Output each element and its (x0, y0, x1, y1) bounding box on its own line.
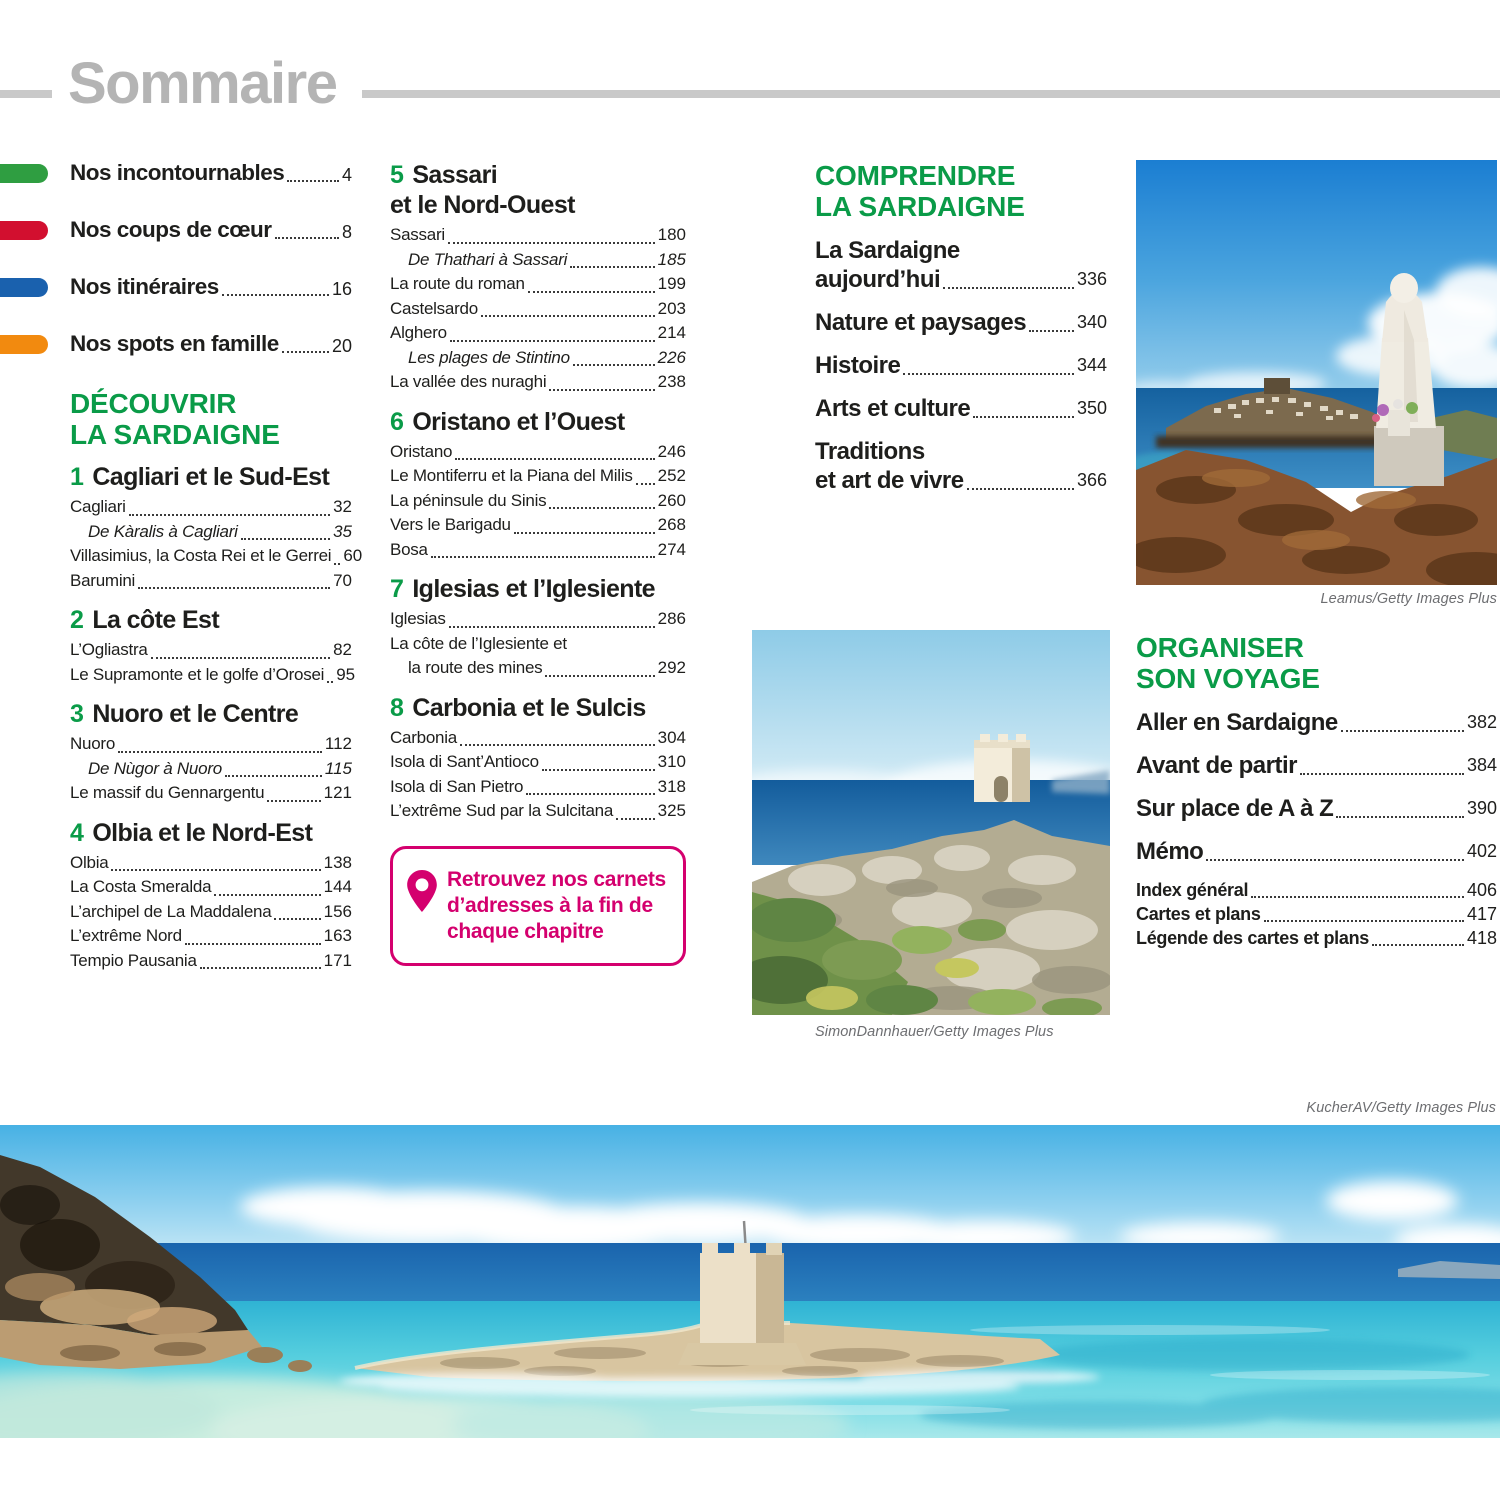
entry-label: Aller en Sardaigne (1136, 709, 1338, 736)
entry-label: Bosa (390, 539, 428, 559)
dot-leader (222, 294, 329, 296)
dot-leader (542, 769, 655, 771)
page-number: 406 (1466, 880, 1497, 900)
page-number: 163 (323, 926, 352, 945)
dot-leader (1206, 859, 1464, 861)
dot-leader (275, 237, 339, 239)
dot-leader (526, 793, 654, 795)
page-number: 336 (1076, 269, 1107, 289)
page-number: 350 (1076, 398, 1107, 418)
dot-leader (267, 800, 320, 802)
chapter-title-1 (70, 462, 352, 492)
entry-label: De Thathari à Sassari (408, 249, 568, 269)
callout-text: Retrouvez nos carnets d’adresses à la fin de chaque chapitre (447, 867, 666, 943)
chapter-number: 2 (70, 606, 84, 634)
toc-entry (390, 321, 686, 346)
toc-entry-small (1136, 926, 1497, 950)
entry-label: La péninsule du Sinis (390, 490, 547, 510)
toc-entry (390, 513, 686, 538)
orange-bar-icon (0, 335, 48, 354)
toc-entry (390, 489, 686, 514)
index-group (1136, 878, 1497, 950)
toc-entry-line1: La Sardaigne (815, 237, 960, 264)
photo-castelsardo-illustration (1136, 160, 1497, 585)
toc-entry (70, 495, 352, 520)
page-number: 417 (1466, 904, 1497, 924)
dot-leader (1341, 730, 1464, 732)
entry-label: Histoire (815, 352, 901, 379)
toc-entry (70, 924, 352, 949)
dot-leader (1029, 330, 1074, 332)
page-number: 382 (1466, 712, 1497, 732)
toc-entry-bold (815, 466, 1107, 495)
page-number: 112 (324, 734, 352, 753)
chapter-title-4 (70, 818, 352, 848)
chapter-number: 4 (70, 818, 84, 847)
quick-link-coups-de-coeur (70, 217, 352, 243)
toc-entry (390, 464, 686, 489)
dot-leader (528, 291, 655, 293)
chapter-number: 8 (390, 693, 404, 722)
entry-label: Mémo (1136, 838, 1204, 865)
dot-leader (570, 266, 654, 268)
dot-leader (225, 775, 322, 777)
entry-label: Castelsardo (390, 298, 478, 318)
dot-leader (573, 364, 655, 366)
page-number: 95 (336, 664, 356, 684)
page-number: 402 (1466, 841, 1497, 861)
page-number: 8 (341, 222, 352, 242)
heading-line: ORGANISER (1136, 632, 1304, 663)
chapter-title-3 (70, 699, 352, 729)
toc-entry (70, 875, 352, 900)
dot-leader (334, 563, 340, 565)
toc-entry-bold (815, 308, 1107, 337)
page-number: 260 (657, 490, 686, 510)
entry-label: la route des mines (408, 658, 543, 677)
toc-entry-italic (70, 520, 352, 545)
page-number: 16 (331, 279, 352, 299)
dot-leader (151, 657, 331, 659)
dot-leader (1251, 896, 1464, 898)
toc-entry (390, 297, 686, 322)
entry-label: et art de vivre (815, 467, 964, 494)
page-number: 203 (657, 298, 686, 318)
toc-entry (390, 726, 686, 751)
photo-la-pelosa-illustration (0, 1125, 1500, 1438)
page-number: 268 (657, 515, 686, 534)
dot-leader (200, 967, 321, 969)
dot-leader (514, 532, 655, 534)
entry-label: La Costa Smeralda (70, 877, 212, 896)
dot-leader (455, 458, 654, 460)
blue-bar-icon (0, 278, 48, 297)
entry-label: Le massif du Gennargentu (70, 783, 265, 802)
chapter-number: 1 (70, 463, 84, 491)
toc-entry-small (1136, 902, 1497, 926)
chapter-title-text: Cagliari et le Sud-Est (92, 463, 330, 491)
page-number: 274 (657, 539, 686, 559)
toc-entry-bold (815, 394, 1107, 423)
page-number: 180 (657, 225, 686, 244)
quick-link-label: Nos itinéraires (70, 274, 219, 299)
quick-link-label: Nos coups de cœur (70, 217, 272, 242)
chapter-number: 6 (390, 407, 404, 436)
dot-leader (549, 389, 654, 391)
page-number: 70 (333, 570, 352, 590)
toc-entry (70, 732, 352, 757)
entry-label: Nuoro (70, 734, 116, 753)
entry-label: L’extrême Nord (70, 926, 182, 945)
entry-label: Arts et culture (815, 395, 971, 422)
toc-entry (390, 607, 686, 632)
photo-credit-simondannhauer: SimonDannhauer/Getty Images Plus (815, 1024, 1054, 1040)
chapter-title-5 (390, 160, 686, 220)
toc-entry (390, 440, 686, 465)
entry-label: L’Ogliastra (70, 640, 148, 659)
entry-label: aujourd’hui (815, 266, 941, 293)
page-number: 32 (333, 497, 352, 516)
dot-leader (1300, 773, 1464, 775)
page-number: 121 (323, 783, 352, 802)
page-number: 144 (323, 877, 352, 896)
page-number: 199 (657, 274, 686, 293)
chapter-title-2 (70, 605, 352, 635)
photo-la-pelosa-panorama (0, 1125, 1500, 1438)
chapter-number: 3 (70, 700, 84, 728)
toc-entry (70, 851, 352, 876)
toc-entry-line1: La côte de l’Iglesiente et (390, 633, 567, 653)
dot-leader (616, 818, 655, 820)
page-number: 325 (657, 801, 686, 820)
page-number: 4 (341, 165, 352, 185)
toc-column-3 (815, 160, 1107, 495)
quick-link-incontournables (70, 160, 352, 186)
toc-entry (390, 272, 686, 297)
chapter-title-text: Olbia et le Nord-Est (92, 818, 313, 847)
photo-credit-leamus: Leamus/Getty Images Plus (1320, 591, 1497, 607)
toc-entry (70, 544, 363, 569)
toc-entry-italic (390, 346, 686, 371)
dot-leader (460, 744, 655, 746)
quick-link-label: Nos incontournables (70, 160, 285, 185)
header-rule-left (0, 90, 52, 98)
entry-label: La route du roman (390, 274, 525, 293)
entry-label: Nature et paysages (815, 309, 1027, 336)
page-number: 418 (1466, 928, 1497, 948)
chapter-title-7 (390, 574, 686, 604)
heading-line: LA SARDAIGNE (815, 191, 1025, 222)
chapter-title-text: Iglesias et l’Iglesiente (412, 575, 655, 603)
page-number: 246 (657, 441, 686, 461)
toc-entry-bold (815, 351, 1107, 380)
page-title: Sommaire (68, 51, 337, 116)
dot-leader (287, 180, 339, 182)
toc-column-1 (70, 160, 363, 973)
page-number: 20 (331, 336, 352, 356)
dot-leader (111, 869, 320, 871)
chapter-number: 5 (390, 161, 404, 189)
entry-label: Carbonia (390, 727, 457, 747)
green-bar-icon (0, 164, 48, 183)
page-number: 390 (1466, 798, 1497, 818)
toc-entry (70, 663, 356, 688)
quick-link-itineraires (70, 274, 352, 300)
toc-entry (390, 799, 686, 824)
section-heading-organiser (1136, 632, 1497, 694)
chapter-title-line2: et le Nord-Ouest (390, 191, 575, 219)
toc-entry-bold (1136, 708, 1497, 737)
dot-leader (241, 538, 330, 540)
dot-leader (636, 483, 655, 485)
entry-label: Le Montiferru et la Piana del Milis (390, 466, 633, 485)
toc-entry (70, 900, 352, 925)
entry-label: Légende des cartes et plans (1136, 928, 1369, 948)
dot-leader (1264, 920, 1464, 922)
dot-leader (450, 340, 655, 342)
dot-leader (1372, 944, 1464, 946)
tower-building (974, 734, 1030, 802)
heading-line: DÉCOUVRIR (70, 388, 237, 419)
dot-leader (129, 514, 330, 516)
entry-label: Alghero (390, 323, 447, 342)
page-number: 138 (323, 852, 352, 872)
page-number: 115 (324, 758, 352, 778)
page-number: 384 (1466, 755, 1497, 775)
section-heading-comprendre (815, 160, 1107, 222)
page-number: 286 (657, 609, 686, 628)
address-books-callout (390, 846, 686, 966)
entry-label: Avant de partir (1136, 752, 1297, 779)
entry-label: Isola di San Pietro (390, 776, 524, 796)
quick-link-label: Nos spots en famille (70, 331, 279, 356)
dot-leader (214, 894, 320, 896)
header-rule-main (362, 90, 1500, 98)
chapter-title-text: Sassari (412, 161, 498, 189)
toc-entry-small (1136, 878, 1497, 902)
toc-column-4 (1136, 632, 1497, 950)
chapter-title-8 (390, 693, 686, 723)
entry-label: Villasimius, la Costa Rei et le Gerrei (70, 546, 332, 565)
dot-leader (448, 242, 655, 244)
entry-label: Cagliari (70, 497, 126, 516)
dot-leader (431, 556, 655, 558)
page-number: 340 (1076, 312, 1107, 332)
dot-leader (282, 351, 329, 353)
dot-leader (327, 681, 333, 683)
chapter-title-text: Carbonia et le Sulcis (412, 693, 646, 722)
heading-line: SON VOYAGE (1136, 663, 1320, 694)
heading-line: LA SARDAIGNE (70, 419, 280, 450)
dot-leader (545, 675, 654, 677)
dot-leader (973, 416, 1074, 418)
entry-label: Barumini (70, 570, 136, 590)
dot-leader (138, 587, 330, 589)
toc-entry-bold (815, 265, 1107, 294)
entry-label: Olbia (70, 852, 109, 872)
dot-leader (967, 488, 1074, 490)
entry-label: Vers le Barigadu (390, 515, 511, 534)
toc-entry (70, 638, 352, 663)
photo-capo-testa (752, 630, 1110, 1015)
page-number: 226 (657, 347, 686, 367)
dot-leader (274, 918, 320, 920)
entry-label: Le Supramonte et le golfe d’Orosei (70, 664, 325, 684)
entry-label: L’archipel de La Maddalena (70, 901, 272, 921)
toc-entry (70, 569, 352, 594)
dot-leader (185, 943, 321, 945)
dot-leader (481, 315, 655, 317)
red-bar-icon (0, 221, 48, 240)
page-number: 185 (657, 249, 686, 269)
toc-entry (70, 781, 352, 806)
dot-leader (1336, 816, 1464, 818)
page-number: 366 (1076, 470, 1107, 490)
entry-label: De Kàralis à Cagliari (88, 521, 238, 541)
chapter-title-text: Oristano et l’Ouest (412, 407, 625, 436)
toc-entry (390, 223, 686, 248)
toc-entry-line1: Traditions (815, 438, 925, 465)
photo-castelsardo-statue (1136, 160, 1497, 585)
toc-entry (390, 538, 686, 563)
toc-entry (390, 750, 686, 775)
chapter-title-6 (390, 407, 686, 437)
entry-label: Iglesias (390, 609, 446, 628)
quick-link-spots-famille (70, 331, 352, 357)
entry-label: Sassari (390, 225, 445, 244)
page-number: 238 (657, 372, 686, 391)
dot-leader (449, 626, 655, 628)
dot-leader (943, 287, 1074, 289)
heading-line: COMPRENDRE (815, 160, 1016, 191)
entry-label: Isola di Sant’Antioco (390, 752, 539, 771)
toc-entry-bold (1136, 794, 1497, 823)
chapter-title-line1 (390, 160, 686, 190)
photo-credit-kucherav: KucherAV/Getty Images Plus (1306, 1100, 1496, 1116)
entry-label: Sur place de A à Z (1136, 795, 1334, 822)
entry-label: Les plages de Stintino (408, 347, 570, 367)
page-number: 171 (323, 950, 352, 970)
page-number: 318 (657, 776, 686, 796)
page-number: 252 (657, 466, 686, 485)
toc-entry (70, 949, 352, 974)
page-number: 304 (657, 727, 686, 747)
photo-capo-testa-illustration (752, 630, 1110, 1015)
toc-entry-bold (1136, 751, 1497, 780)
toc-entry-italic (390, 248, 686, 273)
entry-label: La vallée des nuraghi (390, 372, 547, 391)
entry-label: Cartes et plans (1136, 904, 1261, 924)
dot-leader (118, 751, 322, 753)
toc-entry-bold (1136, 837, 1497, 866)
entry-label: Index général (1136, 880, 1249, 900)
page-number: 214 (657, 323, 686, 342)
toc-entry-italic (70, 757, 352, 782)
entry-label: L’extrême Sud par la Sulcitana (390, 801, 614, 820)
section-heading-decouvrir (70, 388, 352, 450)
page-number: 344 (1076, 355, 1107, 375)
toc-entry (390, 775, 686, 800)
entry-label: Tempio Pausania (70, 950, 197, 970)
toc-column-2 (390, 160, 686, 966)
chapter-number: 7 (390, 575, 404, 603)
entry-label: De Nùgor à Nuoro (88, 758, 222, 778)
toc-entry (390, 370, 686, 395)
page-number: 82 (333, 640, 352, 659)
dot-leader (903, 373, 1074, 375)
page-number: 310 (657, 752, 686, 771)
page-number: 156 (323, 901, 352, 921)
chapter-title-text: La côte Est (92, 606, 220, 634)
chapter-title-text: Nuoro et le Centre (92, 700, 299, 728)
page-number: 60 (343, 546, 363, 565)
page-number: 35 (333, 521, 352, 541)
location-pin-icon (407, 870, 437, 912)
toc-entry-line2 (390, 656, 686, 681)
entry-label: Oristano (390, 441, 453, 461)
dot-leader (549, 507, 654, 509)
page-number: 292 (657, 658, 686, 677)
